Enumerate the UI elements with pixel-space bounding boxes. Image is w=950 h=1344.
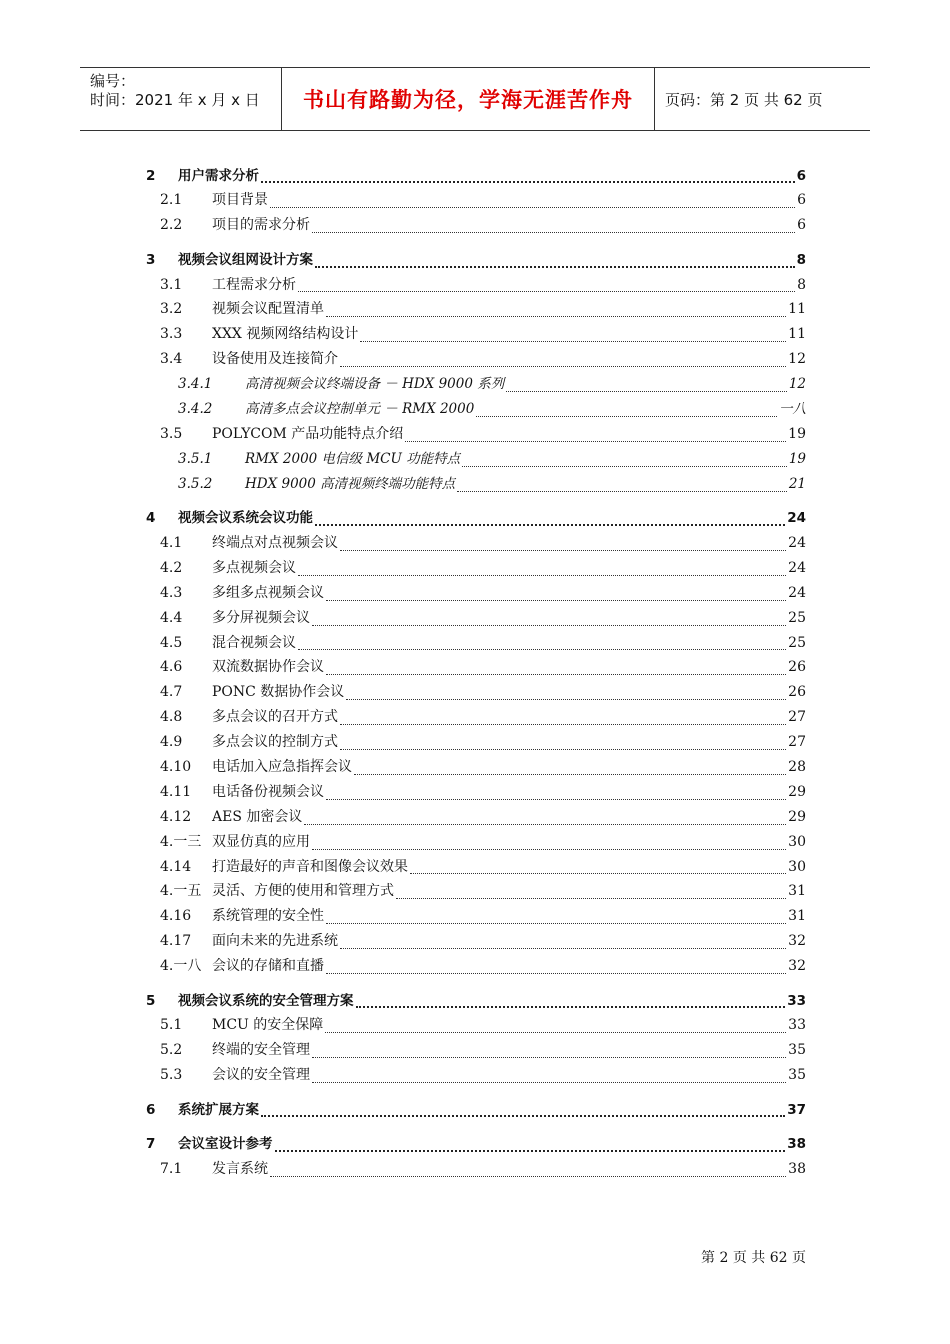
toc-entry-number: 6	[146, 1101, 156, 1118]
toc-entry[interactable]	[140, 755, 806, 780]
toc-entry-page: 32	[788, 933, 806, 950]
toc-entry-title: 电话备份视频会议	[212, 783, 324, 800]
toc-dot-leader	[396, 898, 786, 899]
toc-entry[interactable]	[140, 606, 806, 631]
toc-entry[interactable]	[140, 989, 806, 1014]
toc-entry-title: 高清视频会议终端设备 － HDX 9000 系列	[245, 376, 505, 393]
toc-entry-page: 35	[788, 1042, 806, 1059]
toc-entry-number: 2.1	[160, 192, 183, 209]
toc-dot-leader	[325, 1032, 786, 1033]
toc-dot-leader	[298, 291, 795, 292]
toc-dot-leader	[356, 1006, 786, 1008]
toc-entry-number: 5	[146, 992, 156, 1009]
toc-entry-title: 发言系统	[212, 1160, 268, 1177]
page-header	[80, 67, 870, 131]
toc-dot-leader	[410, 873, 786, 874]
toc-dot-leader	[326, 923, 786, 924]
toc-entry-number: 5.3	[160, 1067, 183, 1084]
toc-entry-title: 面向未来的先进系统	[212, 933, 338, 950]
toc-dot-leader	[326, 799, 786, 800]
toc-entry-title: 会议的存储和直播	[212, 958, 324, 975]
toc-entry[interactable]	[140, 531, 806, 556]
toc-entry[interactable]	[140, 855, 806, 880]
toc-dot-leader	[462, 466, 787, 467]
toc-entry-page: 8	[796, 251, 806, 268]
toc-entry-page: 29	[788, 808, 806, 825]
toc-entry-page: 11	[788, 301, 806, 318]
toc-entry-title: POLYCOM 产品功能特点介绍	[212, 425, 404, 442]
toc-entry-page: 27	[788, 734, 806, 751]
toc-entry[interactable]	[140, 248, 806, 273]
toc-entry-title: MCU 的安全保障	[212, 1017, 324, 1034]
toc-entry-page: 25	[788, 609, 806, 626]
toc-entry-page: 12	[788, 351, 806, 368]
toc-dot-leader	[275, 1150, 786, 1152]
toc-entry[interactable]	[140, 213, 806, 238]
toc-entry-number: 4.17	[160, 933, 192, 950]
toc-entry-title: 用户需求分析	[178, 167, 259, 184]
toc-dot-leader	[315, 266, 795, 268]
toc-dot-leader	[312, 625, 786, 626]
toc-entry-number: 4.3	[160, 584, 183, 601]
toc-entry-page: 35	[788, 1067, 806, 1084]
toc-entry-page: 19	[788, 425, 806, 442]
toc-gap	[140, 1088, 806, 1098]
toc-entry[interactable]	[140, 347, 806, 372]
toc-entry-title: RMX 2000 电信级 MCU 功能特点	[245, 450, 461, 467]
toc-entry-number: 4.2	[160, 559, 183, 576]
toc-gap	[140, 1122, 806, 1132]
toc-dot-leader	[340, 550, 786, 551]
toc-entry-number: 3.3	[160, 326, 183, 343]
toc-entry-number: 3.5.2	[178, 475, 213, 492]
toc-entry-number: 7.1	[160, 1160, 183, 1177]
toc-entry-title: 双显仿真的应用	[212, 833, 310, 850]
toc-dot-leader	[405, 441, 786, 442]
toc-entry-title: 多点会议的控制方式	[212, 734, 338, 751]
toc-entry-number: 4	[146, 510, 156, 527]
toc-entry[interactable]	[140, 730, 806, 755]
toc-entry-title: 混合视频会议	[212, 634, 296, 651]
toc-entry-page: 28	[788, 758, 806, 775]
document-code-label: 编号：	[90, 72, 136, 90]
toc-entry-page: 12	[788, 376, 806, 393]
toc-entry-number: 4.一三	[160, 833, 202, 850]
toc-entry[interactable]	[140, 1098, 806, 1123]
toc-entry-title: XXX 视频网络结构设计	[212, 326, 359, 343]
toc-dot-leader	[312, 849, 786, 850]
toc-entry-page: 32	[788, 958, 806, 975]
toc-dot-leader	[312, 1082, 786, 1083]
toc-entry-number: 4.一八	[160, 958, 202, 975]
toc-entry-page: 37	[787, 1101, 806, 1118]
toc-entry-page: 6	[796, 167, 806, 184]
toc-gap	[140, 238, 806, 248]
toc-entry[interactable]	[140, 372, 806, 397]
toc-entry-title: 会议室设计参考	[178, 1135, 273, 1152]
toc-entry-number: 3.5	[160, 425, 183, 442]
toc-entry-number: 4.6	[160, 659, 183, 676]
toc-entry-number: 4.7	[160, 684, 183, 701]
toc-dot-leader	[326, 973, 786, 974]
toc-entry-title: 多点视频会议	[212, 559, 296, 576]
toc-dot-leader	[312, 1057, 786, 1058]
toc-gap	[140, 497, 806, 507]
table-of-contents	[140, 154, 806, 1182]
toc-entry[interactable]	[140, 929, 806, 954]
toc-entry[interactable]	[140, 164, 806, 189]
toc-entry[interactable]	[140, 904, 806, 929]
toc-entry-page: 26	[788, 684, 806, 701]
toc-entry-number: 4.12	[160, 808, 192, 825]
toc-dot-leader	[506, 391, 787, 392]
toc-entry-page: 30	[788, 833, 806, 850]
toc-gap	[140, 154, 806, 164]
toc-entry-page: 24	[788, 559, 806, 576]
toc-dot-leader	[315, 524, 785, 526]
toc-dot-leader	[354, 774, 786, 775]
toc-entry-number: 4.一五	[160, 883, 202, 900]
toc-entry[interactable]	[140, 397, 806, 422]
toc-entry-title: 高清多点会议控制单元 － RMX 2000	[245, 401, 475, 418]
toc-entry-number: 3	[146, 251, 156, 268]
toc-entry-number: 4.8	[160, 709, 183, 726]
document-time: 时间：2021 年 x 月 x 日	[90, 91, 260, 109]
toc-entry-title: 灵活、方便的使用和管理方式	[212, 883, 394, 900]
toc-entry-title: 打造最好的声音和图像会议效果	[212, 858, 408, 875]
toc-entry[interactable]	[140, 780, 806, 805]
toc-entry[interactable]	[140, 1013, 806, 1038]
toc-entry-number: 4.1	[160, 534, 183, 551]
toc-entry-number: 2.2	[160, 217, 183, 234]
toc-entry-title: 系统管理的安全性	[212, 908, 324, 925]
toc-dot-leader	[360, 341, 786, 342]
toc-entry-page: 33	[787, 992, 806, 1009]
toc-entry-page: 24	[788, 584, 806, 601]
toc-dot-leader	[326, 600, 786, 601]
toc-entry-title: 视频会议系统会议功能	[178, 510, 313, 527]
toc-entry-page: 38	[788, 1160, 806, 1177]
toc-entry-title: 多点会议的召开方式	[212, 709, 338, 726]
toc-dot-leader	[326, 316, 786, 317]
page-footer: 第 2 页 共 62 页	[701, 1250, 806, 1266]
toc-entry-title: 多组多点视频会议	[212, 584, 324, 601]
header-meta	[80, 68, 282, 130]
toc-entry-page: 24	[788, 534, 806, 551]
toc-entry-page: 24	[787, 510, 806, 527]
toc-dot-leader	[261, 1115, 785, 1117]
toc-dot-leader	[261, 181, 795, 183]
toc-entry-title: AES 加密会议	[212, 808, 303, 825]
toc-entry-title: 视频会议组网设计方案	[178, 251, 313, 268]
toc-entry-page: 29	[788, 783, 806, 800]
toc-entry-number: 3.5.1	[178, 450, 213, 467]
toc-gap	[140, 979, 806, 989]
toc-dot-leader	[457, 491, 787, 492]
toc-entry[interactable]	[140, 188, 806, 213]
toc-entry-page: 一八	[779, 401, 806, 418]
toc-entry[interactable]	[140, 472, 806, 497]
toc-entry[interactable]	[140, 954, 806, 979]
toc-entry-number: 7	[146, 1135, 156, 1152]
toc-entry-page: 26	[788, 659, 806, 676]
toc-entry-number: 3.4	[160, 351, 183, 368]
header-page-number: 页码：第 2 页 共 62 页	[665, 90, 823, 109]
toc-entry-title: 电话加入应急指挥会议	[212, 758, 352, 775]
toc-dot-leader	[340, 948, 786, 949]
toc-dot-leader	[270, 207, 795, 208]
toc-dot-leader	[298, 575, 786, 576]
toc-entry[interactable]	[140, 1038, 806, 1063]
toc-entry-title: 项目的需求分析	[212, 217, 310, 234]
toc-entry-page: 11	[788, 326, 806, 343]
toc-dot-leader	[270, 1176, 786, 1177]
toc-entry-page: 19	[788, 450, 806, 467]
toc-entry-title: 工程需求分析	[212, 276, 296, 293]
toc-entry-page: 25	[788, 634, 806, 651]
toc-entry-title: 会议的安全管理	[212, 1067, 310, 1084]
toc-dot-leader	[340, 749, 786, 750]
toc-entry-page: 6	[797, 192, 806, 209]
toc-entry[interactable]	[140, 1157, 806, 1182]
toc-entry[interactable]	[140, 1132, 806, 1157]
toc-entry[interactable]	[140, 655, 806, 680]
toc-dot-leader	[340, 366, 786, 367]
toc-entry-number: 3.4.1	[178, 376, 213, 393]
toc-entry[interactable]	[140, 1063, 806, 1088]
toc-entry-title: 双流数据协作会议	[212, 659, 324, 676]
toc-entry-number: 4.10	[160, 758, 192, 775]
toc-entry-title: 视频会议系统的安全管理方案	[178, 992, 354, 1009]
toc-entry-number: 4.14	[160, 858, 192, 875]
toc-dot-leader	[326, 674, 786, 675]
toc-entry-title: 多分屏视频会议	[212, 609, 310, 626]
toc-entry-page: 27	[788, 709, 806, 726]
toc-entry[interactable]	[140, 805, 806, 830]
toc-entry-page: 21	[788, 475, 806, 492]
toc-entry[interactable]	[140, 680, 806, 705]
toc-entry[interactable]	[140, 631, 806, 656]
toc-entry-number: 4.11	[160, 783, 192, 800]
toc-entry-title: 项目背景	[212, 192, 268, 209]
toc-entry-title: PONC 数据协作会议	[212, 684, 345, 701]
toc-entry-number: 3.1	[160, 276, 183, 293]
toc-dot-leader	[312, 232, 795, 233]
toc-entry-page: 6	[797, 217, 806, 234]
toc-entry-title: HDX 9000 高清视频终端功能特点	[245, 475, 456, 492]
toc-entry-title: 设备使用及连接简介	[212, 351, 338, 368]
toc-entry[interactable]	[140, 830, 806, 855]
toc-entry-page: 31	[788, 908, 806, 925]
toc-entry-title: 终端的安全管理	[212, 1042, 310, 1059]
toc-entry-number: 4.4	[160, 609, 183, 626]
toc-entry[interactable]	[140, 297, 806, 322]
toc-entry-title: 系统扩展方案	[178, 1101, 259, 1118]
toc-entry-page: 8	[797, 276, 806, 293]
toc-entry-number: 4.16	[160, 908, 192, 925]
toc-entry-page: 31	[788, 883, 806, 900]
toc-entry[interactable]	[140, 705, 806, 730]
toc-entry[interactable]	[140, 879, 806, 904]
toc-entry-title: 终端点对点视频会议	[212, 534, 338, 551]
toc-dot-leader	[476, 416, 777, 417]
toc-entry-number: 4.9	[160, 734, 183, 751]
toc-dot-leader	[346, 699, 786, 700]
toc-entry[interactable]	[140, 422, 806, 447]
toc-dot-leader	[340, 724, 786, 725]
toc-entry-number: 5.1	[160, 1017, 183, 1034]
toc-entry-number: 4.5	[160, 634, 183, 651]
toc-entry-title: 视频会议配置清单	[212, 301, 324, 318]
toc-entry[interactable]	[140, 273, 806, 298]
toc-dot-leader	[298, 649, 786, 650]
toc-entry-number: 2	[146, 167, 156, 184]
toc-entry[interactable]	[140, 581, 806, 606]
toc-entry-page: 30	[788, 858, 806, 875]
toc-entry-page: 38	[787, 1135, 806, 1152]
toc-dot-leader	[304, 824, 786, 825]
toc-entry-number: 3.4.2	[178, 401, 213, 418]
toc-entry[interactable]	[140, 506, 806, 531]
toc-entry[interactable]	[140, 556, 806, 581]
toc-entry-number: 3.2	[160, 301, 183, 318]
toc-entry-number: 5.2	[160, 1042, 183, 1059]
toc-entry[interactable]	[140, 322, 806, 347]
toc-entry-page: 33	[788, 1017, 806, 1034]
toc-entry[interactable]	[140, 447, 806, 472]
header-motto: 书山有路勤为径，学海无涯苦作舟	[282, 68, 655, 130]
